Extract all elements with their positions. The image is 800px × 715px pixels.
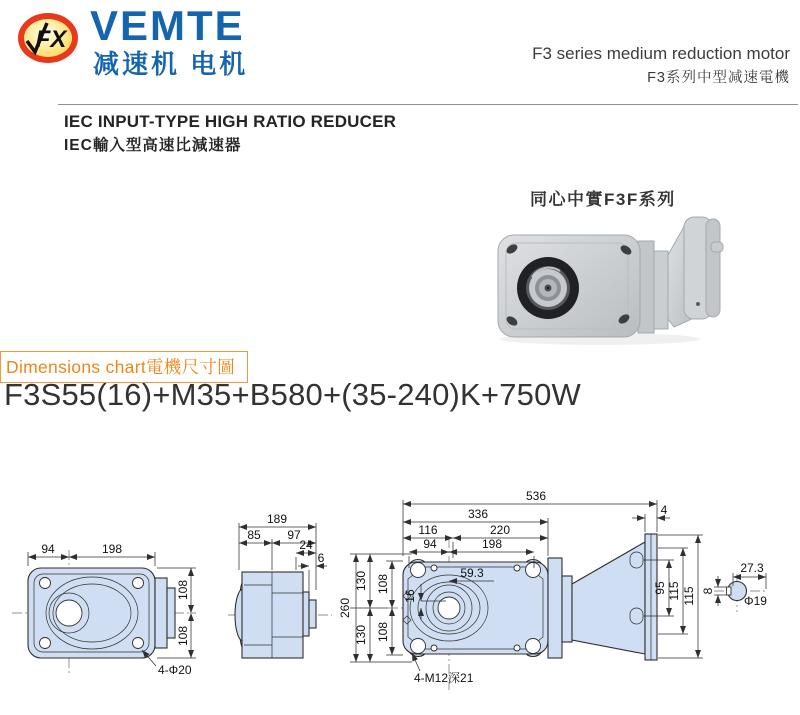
section-heading-zh: IEC輸入型高速比減速器 xyxy=(64,137,242,154)
dim-main-holes: 4-M12深21 xyxy=(414,671,474,685)
drawing-side-view xyxy=(228,512,332,658)
dim-main-108-lower: 108 xyxy=(376,621,390,643)
dim-main-115-outer: 115 xyxy=(682,586,696,606)
dim-front-holes: 4-Φ20 xyxy=(158,663,192,677)
dim-side-24: 24 xyxy=(299,538,313,552)
dim-main-4: 4 xyxy=(660,503,668,517)
section-heading-en: IEC INPUT-TYPE HIGH RATIO REDUCER xyxy=(64,112,397,131)
drawing-shaft-detail xyxy=(701,561,767,612)
product-caption: 同心中實F3F系列 xyxy=(530,190,676,209)
dim-side-189: 189 xyxy=(266,512,288,526)
series-title-zh: F3系列中型减速電機 xyxy=(647,70,790,86)
dim-main-130-lower: 130 xyxy=(354,624,368,646)
dim-main-130-upper: 130 xyxy=(354,570,368,592)
dim-main-116: 116 xyxy=(418,523,438,537)
dimensions-chart-label: Dimensions chart電機尺寸圖 xyxy=(0,351,248,383)
dim-shaft-dia: Φ19 xyxy=(744,594,767,608)
dim-main-536: 536 xyxy=(525,489,547,503)
header-divider xyxy=(58,104,798,105)
dim-main-95: 95 xyxy=(653,581,667,595)
model-code: F3S55(16)+M35+B580+(35-240)K+750W xyxy=(4,377,582,412)
dim-front-108-upper: 108 xyxy=(176,579,190,601)
vemte-logo-icon xyxy=(17,12,79,64)
dim-side-97: 97 xyxy=(287,528,301,542)
dim-front-94: 94 xyxy=(41,542,55,556)
dim-shaft-27-3: 27.3 xyxy=(740,561,764,575)
dim-main-94: 94 xyxy=(423,537,437,551)
dimension-drawings xyxy=(0,480,800,715)
dim-front-198: 198 xyxy=(101,542,123,556)
series-title-en: F3 series medium reduction motor xyxy=(532,44,790,63)
dim-main-16: 16 xyxy=(403,589,417,603)
dim-shaft-8: 8 xyxy=(701,587,715,595)
dim-main-115-mid: 115 xyxy=(667,581,681,601)
brand-subtext: 减速机 电机 xyxy=(93,49,249,79)
dim-side-85: 85 xyxy=(247,528,261,542)
logo-glyph: FX xyxy=(35,26,67,53)
dim-main-198: 198 xyxy=(481,537,503,551)
product-photo xyxy=(480,205,770,350)
dim-front-108-lower: 108 xyxy=(176,625,190,647)
dim-side-6: 6 xyxy=(317,551,325,565)
drawing-assembly-view xyxy=(338,489,703,690)
dim-main-59-3: 59.3 xyxy=(460,566,484,580)
dim-main-108-upper: 108 xyxy=(376,573,390,595)
brand-text: VEMTE xyxy=(90,2,245,49)
dim-main-220: 220 xyxy=(489,523,511,537)
drawing-front-view xyxy=(12,542,196,677)
dim-main-336: 336 xyxy=(467,507,489,521)
dim-main-260: 260 xyxy=(338,597,352,619)
